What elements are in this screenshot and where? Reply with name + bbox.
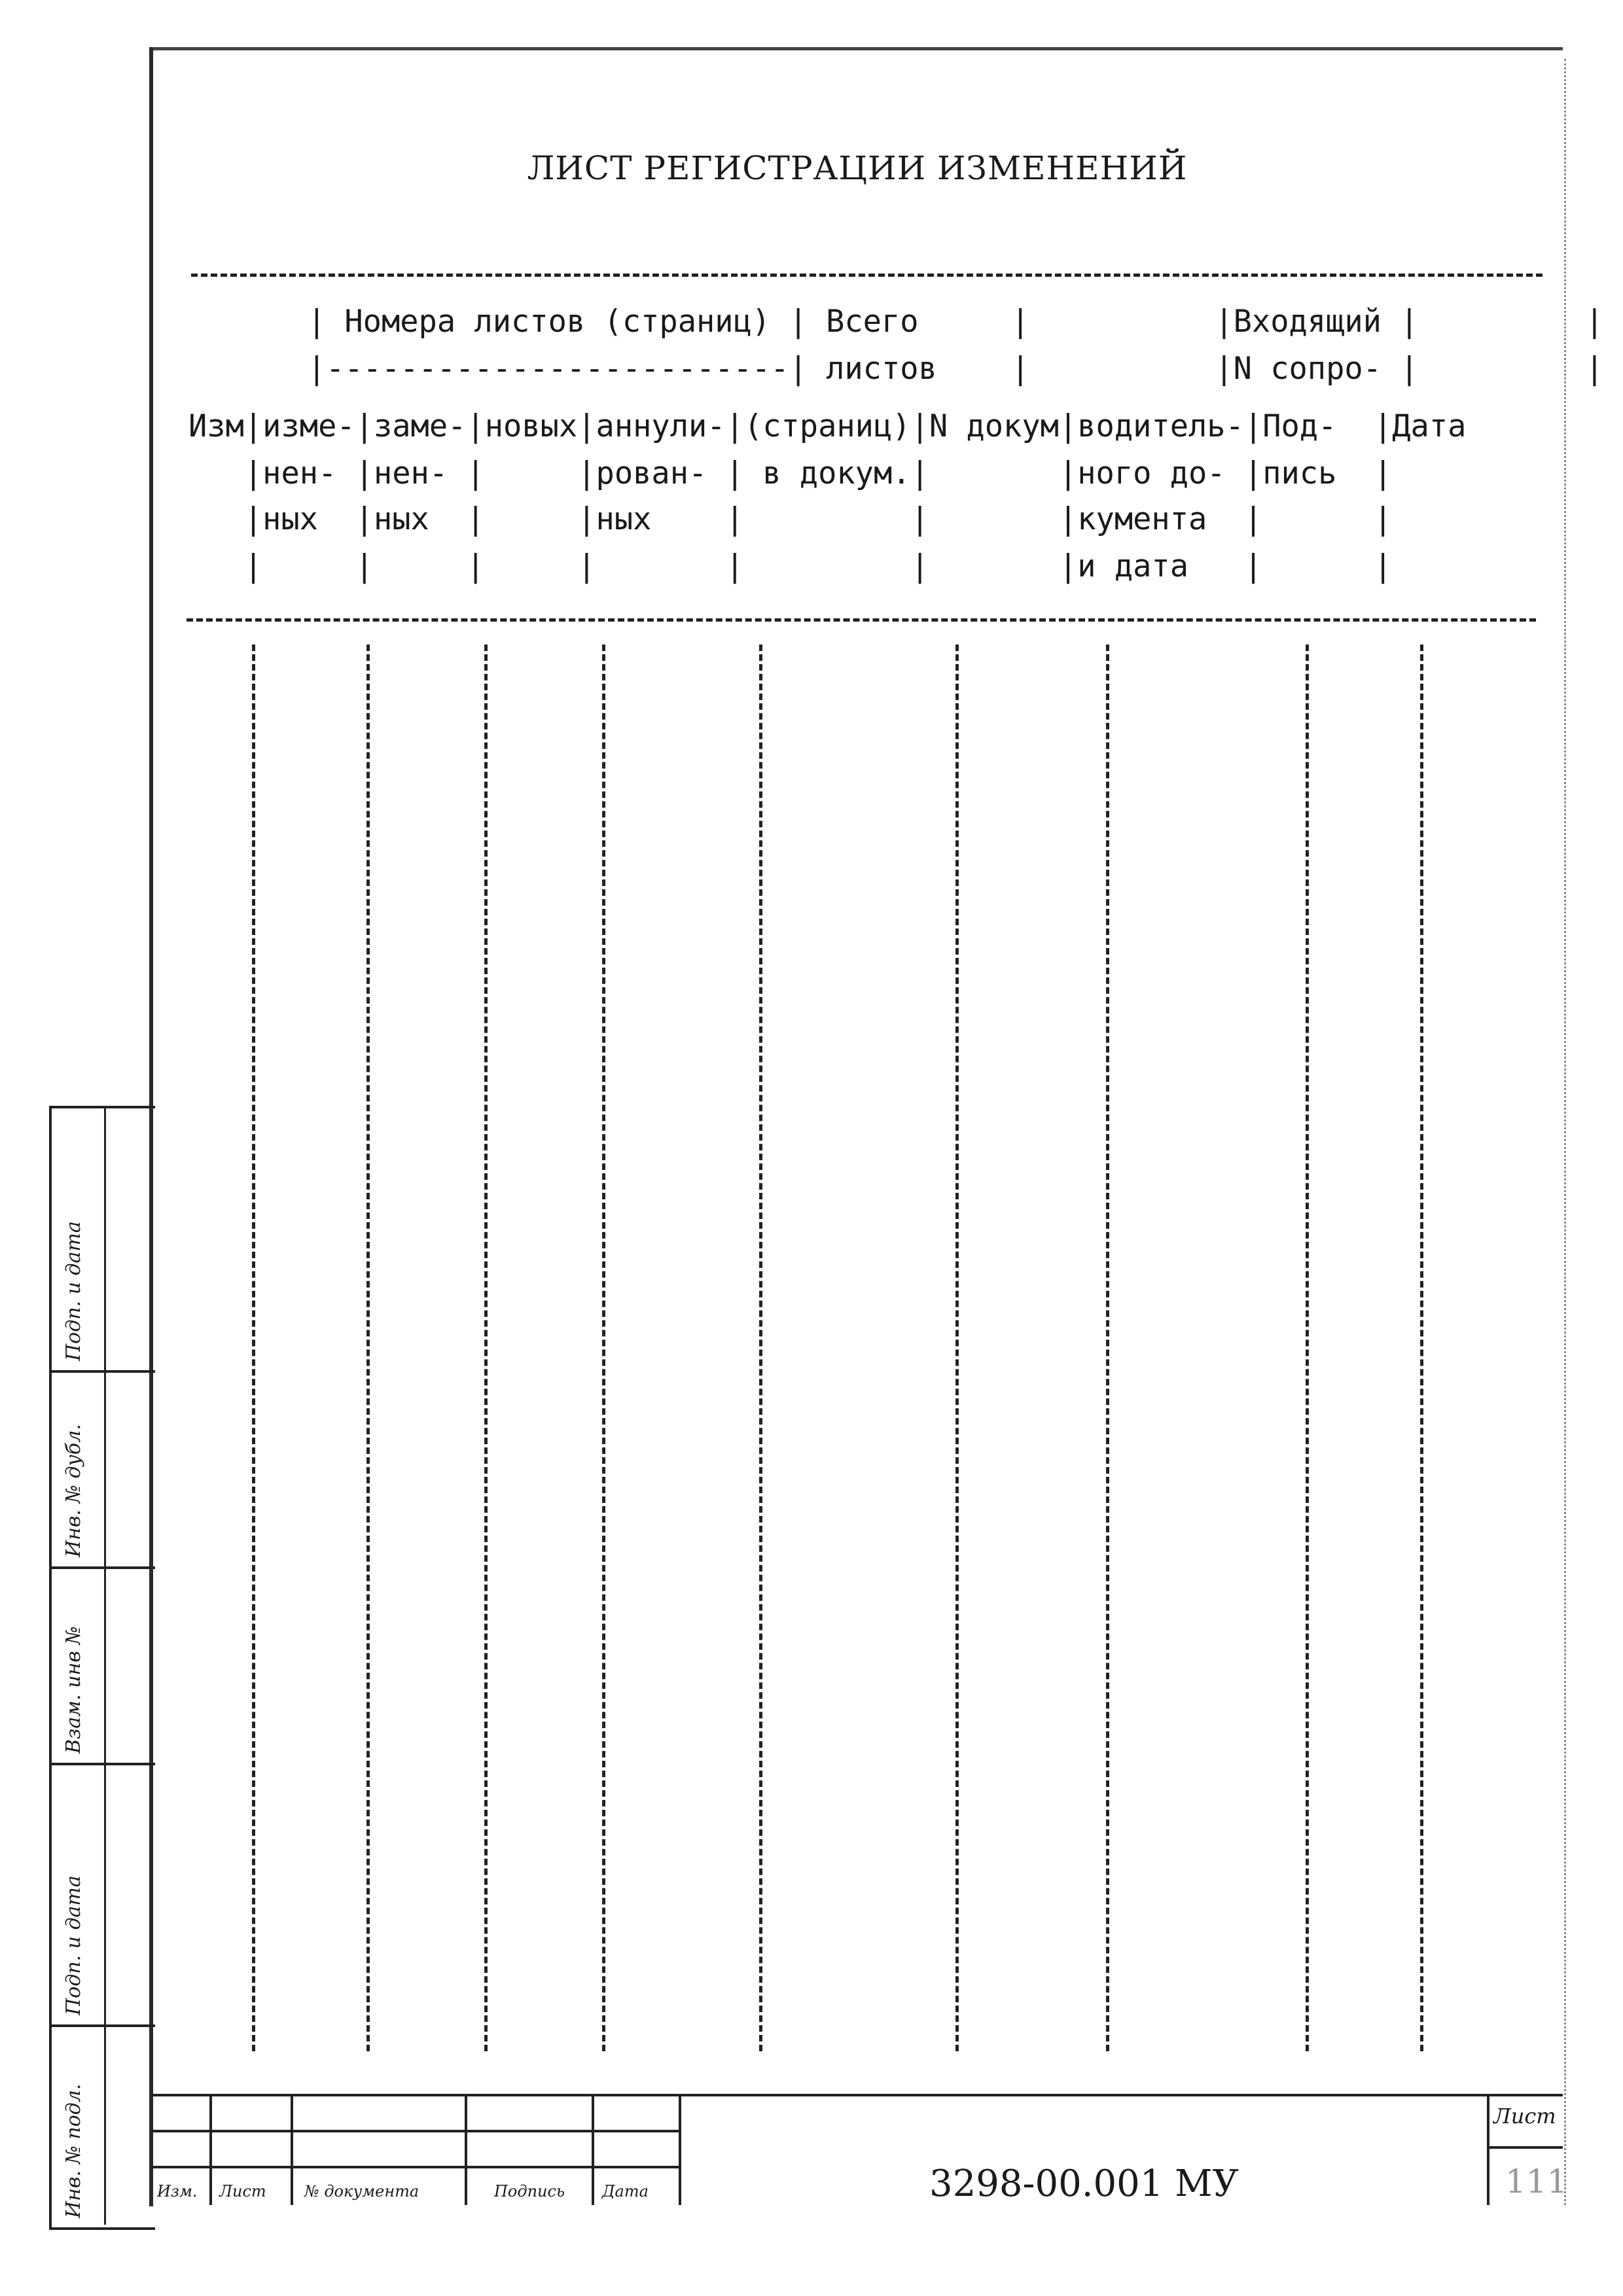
column-separator <box>955 645 959 2051</box>
header-top-rule <box>191 274 1543 277</box>
header-line-4: |нен- |нен- | |рован- | в докум.| |ного до- |пись | <box>188 455 1393 491</box>
column-separator <box>484 645 488 2051</box>
side-stamp-row-line <box>52 1763 155 1765</box>
header-bottom-rule <box>187 618 1536 622</box>
header-line-5: |ных |ных | |ных | | |кумента | | <box>188 501 1393 537</box>
column-separator <box>1106 645 1109 2051</box>
side-label-podp-data-2: Подп. и дата <box>62 1221 85 1361</box>
side-stamp-row-line <box>52 1566 155 1569</box>
header-line-6: | | | | | | |и дата | | <box>188 548 1393 584</box>
column-separator <box>366 645 370 2051</box>
side-label-podp-data-1: Подп. и дата <box>62 1875 85 2015</box>
stamp-col-line <box>209 2094 212 2205</box>
side-stamp-divider <box>104 1108 106 2225</box>
caption-doc-number: № документа <box>304 2182 419 2200</box>
stamp-sheet-line <box>1487 2146 1563 2149</box>
caption-list: Лист <box>219 2182 266 2200</box>
column-separator <box>759 645 762 2051</box>
column-separator <box>252 645 255 2051</box>
stamp-col-line <box>1487 2094 1489 2205</box>
stamp-col-line <box>465 2094 467 2205</box>
header-line-1: | Номера листов (страниц) | Всего | |Входящий | | <box>196 304 1604 340</box>
side-label-inv-dubl: Инв. № дубл. <box>62 1424 85 1557</box>
column-separator <box>602 645 605 2051</box>
column-separator <box>1420 645 1423 2051</box>
stamp-col-line <box>679 2094 681 2205</box>
header-line-3: Изм|изме-|заме-|новых|аннули-|(страниц)|N докум|водитель-|Под- |Дата <box>188 408 1467 444</box>
side-stamp-row-line <box>52 1370 155 1373</box>
caption-izm: Изм. <box>157 2182 198 2200</box>
frame-top-border <box>149 47 1563 50</box>
stamp-row-line <box>152 2166 679 2168</box>
stamp-top-line <box>152 2094 1563 2096</box>
stamp-col-line <box>291 2094 293 2205</box>
side-label-inv-podl: Инв. № подл. <box>62 2083 85 2218</box>
side-stamp-row-line <box>52 2024 155 2027</box>
side-label-vzam-inv: Взам. инв № <box>62 1626 85 1754</box>
stamp-col-line <box>592 2094 594 2205</box>
sheet-label: Лист <box>1493 2104 1556 2128</box>
caption-date: Дата <box>602 2182 649 2200</box>
column-separator <box>1306 645 1309 2051</box>
page-title: ЛИСТ РЕГИСТРАЦИИ ИЗМЕНЕНИЙ <box>527 149 1188 187</box>
header-line-2: |-------------------------| листов | |N сопро- | | <box>196 351 1604 387</box>
caption-signature: Подпись <box>494 2182 565 2200</box>
sheet-number: 111 <box>1505 2163 1568 2200</box>
stamp-row-line <box>152 2130 679 2132</box>
document-code: 3298-00.001 МУ <box>929 2163 1239 2205</box>
